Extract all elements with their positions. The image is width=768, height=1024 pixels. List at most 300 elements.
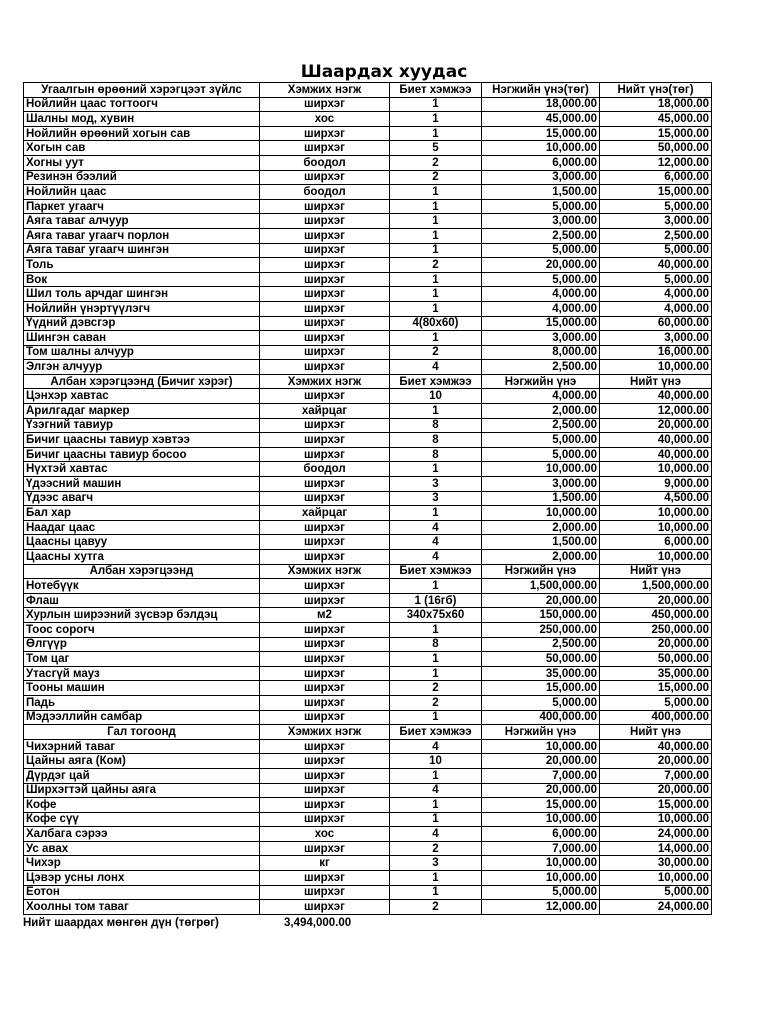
quantity-cell: 1 bbox=[390, 871, 482, 886]
table-row bbox=[24, 856, 712, 871]
header-unit-price: Нэгжийн үнэ(төг) bbox=[482, 83, 600, 98]
unit-price-cell: 10,000.00 bbox=[482, 856, 600, 871]
table-row bbox=[24, 112, 712, 127]
header-total-price: Нийт үнэ(төг) bbox=[600, 83, 712, 98]
table-row bbox=[24, 258, 712, 273]
total-price-cell: 20,000.00 bbox=[600, 783, 712, 798]
total-price-cell: 3,000.00 bbox=[600, 214, 712, 229]
item-name-cell: Үдээс авагч bbox=[24, 491, 260, 506]
unit-cell: ширхэг bbox=[260, 126, 390, 141]
quantity-cell: 8 bbox=[390, 637, 482, 652]
quantity-cell: 1 bbox=[390, 652, 482, 667]
unit-price-cell: 1,500.00 bbox=[482, 491, 600, 506]
table-row bbox=[24, 287, 712, 302]
total-price-cell: 6,000.00 bbox=[600, 535, 712, 550]
unit-cell: ширхэг bbox=[260, 228, 390, 243]
unit-price-cell: 10,000.00 bbox=[482, 462, 600, 477]
table-row bbox=[24, 331, 712, 346]
total-price-cell: 15,000.00 bbox=[600, 126, 712, 141]
quantity-cell: 4 bbox=[390, 739, 482, 754]
total-price-cell: 20,000.00 bbox=[600, 754, 712, 769]
table-row bbox=[24, 827, 712, 842]
quantity-cell: 1 bbox=[390, 112, 482, 127]
quantity-cell: 2 bbox=[390, 681, 482, 696]
quantity-cell: 4 bbox=[390, 783, 482, 798]
unit-price-cell: 1,500,000.00 bbox=[482, 579, 600, 594]
table-row bbox=[24, 550, 712, 565]
total-price-cell: 10,000.00 bbox=[600, 550, 712, 565]
table-row bbox=[24, 228, 712, 243]
unit-price-cell: 2,500.00 bbox=[482, 228, 600, 243]
quantity-cell: 1 bbox=[390, 243, 482, 258]
unit-cell: ширхэг bbox=[260, 739, 390, 754]
table-row bbox=[24, 900, 712, 915]
unit-price-cell: 5,000.00 bbox=[482, 199, 600, 214]
quantity-cell: 2 bbox=[390, 695, 482, 710]
header-unit: Хэмжих нэгж bbox=[260, 564, 390, 579]
quantity-cell: 10 bbox=[390, 389, 482, 404]
header-item-name: Албан хэрэгцээнд (Бичиг хэрэг) bbox=[24, 374, 260, 389]
total-price-cell: 40,000.00 bbox=[600, 433, 712, 448]
unit-cell: ширхэг bbox=[260, 520, 390, 535]
unit-cell: ширхэг bbox=[260, 535, 390, 550]
unit-price-cell: 4,000.00 bbox=[482, 287, 600, 302]
unit-price-cell: 2,500.00 bbox=[482, 360, 600, 375]
quantity-cell: 10 bbox=[390, 754, 482, 769]
item-name-cell: Цаасны цавуу bbox=[24, 535, 260, 550]
table-row bbox=[24, 316, 712, 331]
quantity-cell: 1 bbox=[390, 885, 482, 900]
unit-cell: ширхэг bbox=[260, 550, 390, 565]
header-total-price: Нийт үнэ bbox=[600, 725, 712, 740]
quantity-cell: 1 bbox=[390, 126, 482, 141]
unit-price-cell: 10,000.00 bbox=[482, 506, 600, 521]
item-name-cell: Толь bbox=[24, 258, 260, 273]
table-row bbox=[24, 637, 712, 652]
total-price-cell: 10,000.00 bbox=[600, 462, 712, 477]
item-name-cell: Наадаг цаас bbox=[24, 520, 260, 535]
table-row bbox=[24, 710, 712, 725]
unit-price-cell: 400,000.00 bbox=[482, 710, 600, 725]
unit-cell: хайрцаг bbox=[260, 404, 390, 419]
total-price-cell: 15,000.00 bbox=[600, 681, 712, 696]
total-price-cell: 45,000.00 bbox=[600, 112, 712, 127]
item-name-cell: Тооны машин bbox=[24, 681, 260, 696]
item-name-cell: Үзэгний тавиур bbox=[24, 418, 260, 433]
unit-cell: ширхэг bbox=[260, 301, 390, 316]
total-price-cell: 16,000.00 bbox=[600, 345, 712, 360]
quantity-cell: 1 bbox=[390, 710, 482, 725]
item-name-cell: Бал хар bbox=[24, 506, 260, 521]
total-price-cell: 5,000.00 bbox=[600, 199, 712, 214]
total-price-cell: 40,000.00 bbox=[600, 258, 712, 273]
unit-price-cell: 5,000.00 bbox=[482, 695, 600, 710]
header-unit: Хэмжих нэгж bbox=[260, 83, 390, 98]
grand-total-label: Нийт шаардах мөнгөн дүн (төгрөг) bbox=[23, 917, 219, 929]
unit-cell: ширхэг bbox=[260, 389, 390, 404]
requisition-table bbox=[23, 82, 712, 915]
unit-cell: м2 bbox=[260, 608, 390, 623]
header-total-price: Нийт үнэ bbox=[600, 374, 712, 389]
item-name-cell: Аяга таваг угаагч порлон bbox=[24, 228, 260, 243]
table-row bbox=[24, 798, 712, 813]
quantity-cell: 2 bbox=[390, 258, 482, 273]
quantity-cell: 3 bbox=[390, 856, 482, 871]
unit-cell: ширхэг bbox=[260, 885, 390, 900]
item-name-cell: Падь bbox=[24, 695, 260, 710]
unit-cell: ширхэг bbox=[260, 695, 390, 710]
table-row bbox=[24, 404, 712, 419]
quantity-cell: 1 bbox=[390, 331, 482, 346]
quantity-cell: 2 bbox=[390, 345, 482, 360]
unit-price-cell: 50,000.00 bbox=[482, 652, 600, 667]
header-unit-price: Нэгжийн үнэ bbox=[482, 725, 600, 740]
item-name-cell: Тоос сорогч bbox=[24, 622, 260, 637]
unit-price-cell: 5,000.00 bbox=[482, 885, 600, 900]
item-name-cell: Арилгадаг маркер bbox=[24, 404, 260, 419]
unit-price-cell: 45,000.00 bbox=[482, 112, 600, 127]
unit-price-cell: 3,000.00 bbox=[482, 477, 600, 492]
unit-price-cell: 4,000.00 bbox=[482, 389, 600, 404]
total-price-cell: 6,000.00 bbox=[600, 170, 712, 185]
total-price-cell: 40,000.00 bbox=[600, 389, 712, 404]
table-row bbox=[24, 418, 712, 433]
item-name-cell: Нойлийн өрөөний хогын сав bbox=[24, 126, 260, 141]
item-name-cell: Өлгүүр bbox=[24, 637, 260, 652]
unit-cell: ширхэг bbox=[260, 418, 390, 433]
item-name-cell: Кофе сүү bbox=[24, 812, 260, 827]
unit-price-cell: 5,000.00 bbox=[482, 243, 600, 258]
unit-cell: ширхэг bbox=[260, 900, 390, 915]
unit-cell: ширхэг bbox=[260, 812, 390, 827]
unit-price-cell: 5,000.00 bbox=[482, 433, 600, 448]
table-row bbox=[24, 141, 712, 156]
unit-cell: ширхэг bbox=[260, 491, 390, 506]
item-name-cell: Аяга таваг угаагч шингэн bbox=[24, 243, 260, 258]
unit-price-cell: 20,000.00 bbox=[482, 783, 600, 798]
unit-price-cell: 5,000.00 bbox=[482, 447, 600, 462]
unit-price-cell: 20,000.00 bbox=[482, 754, 600, 769]
unit-cell: ширхэг bbox=[260, 579, 390, 594]
table-row bbox=[24, 126, 712, 141]
quantity-cell: 1 bbox=[390, 622, 482, 637]
table-row bbox=[24, 579, 712, 594]
table-row bbox=[24, 491, 712, 506]
header-unit: Хэмжих нэгж bbox=[260, 725, 390, 740]
quantity-cell: 1 bbox=[390, 287, 482, 302]
item-name-cell: Чихэрний таваг bbox=[24, 739, 260, 754]
unit-cell: ширхэг bbox=[260, 754, 390, 769]
table-row bbox=[24, 433, 712, 448]
item-name-cell: Үүдний дэвсгэр bbox=[24, 316, 260, 331]
total-price-cell: 5,000.00 bbox=[600, 272, 712, 287]
item-name-cell: Нойлийн үнэртүүлэгч bbox=[24, 301, 260, 316]
item-name-cell: Паркет угаагч bbox=[24, 199, 260, 214]
unit-cell: ширхэг bbox=[260, 841, 390, 856]
quantity-cell: 340x75x60 bbox=[390, 608, 482, 623]
quantity-cell: 3 bbox=[390, 491, 482, 506]
total-price-cell: 20,000.00 bbox=[600, 637, 712, 652]
header-quantity: Биет хэмжээ bbox=[390, 83, 482, 98]
item-name-cell: Аяга таваг алчуур bbox=[24, 214, 260, 229]
total-price-cell: 15,000.00 bbox=[600, 185, 712, 200]
item-name-cell: Хурлын ширээний зүсвэр бэлдэц bbox=[24, 608, 260, 623]
total-price-cell: 40,000.00 bbox=[600, 739, 712, 754]
table-row bbox=[24, 768, 712, 783]
total-price-cell: 4,500.00 bbox=[600, 491, 712, 506]
item-name-cell: Хогны уут bbox=[24, 155, 260, 170]
table-row bbox=[24, 199, 712, 214]
table-row bbox=[24, 841, 712, 856]
unit-cell: ширхэг bbox=[260, 331, 390, 346]
quantity-cell: 4 bbox=[390, 520, 482, 535]
table-row bbox=[24, 608, 712, 623]
table-row bbox=[24, 155, 712, 170]
unit-cell: ширхэг bbox=[260, 622, 390, 637]
total-price-cell: 35,000.00 bbox=[600, 666, 712, 681]
quantity-cell: 2 bbox=[390, 155, 482, 170]
unit-price-cell: 15,000.00 bbox=[482, 126, 600, 141]
total-price-cell: 12,000.00 bbox=[600, 404, 712, 419]
quantity-cell: 1 bbox=[390, 272, 482, 287]
quantity-cell: 1 bbox=[390, 228, 482, 243]
unit-price-cell: 15,000.00 bbox=[482, 681, 600, 696]
item-name-cell: Цаасны хутга bbox=[24, 550, 260, 565]
quantity-cell: 1 bbox=[390, 506, 482, 521]
total-price-cell: 9,000.00 bbox=[600, 477, 712, 492]
table-row bbox=[24, 622, 712, 637]
table-row bbox=[24, 447, 712, 462]
total-price-cell: 50,000.00 bbox=[600, 141, 712, 156]
unit-price-cell: 3,000.00 bbox=[482, 214, 600, 229]
total-price-cell: 10,000.00 bbox=[600, 812, 712, 827]
total-price-cell: 7,000.00 bbox=[600, 768, 712, 783]
item-name-cell: Утасгүй мауз bbox=[24, 666, 260, 681]
unit-cell: ширхэг bbox=[260, 666, 390, 681]
item-name-cell: Том цаг bbox=[24, 652, 260, 667]
table-row bbox=[24, 695, 712, 710]
unit-price-cell: 35,000.00 bbox=[482, 666, 600, 681]
quantity-cell: 1 bbox=[390, 812, 482, 827]
table-row bbox=[24, 666, 712, 681]
total-price-cell: 12,000.00 bbox=[600, 155, 712, 170]
unit-cell: ширхэг bbox=[260, 287, 390, 302]
unit-cell: ширхэг bbox=[260, 214, 390, 229]
unit-cell: ширхэг bbox=[260, 652, 390, 667]
page-title: Шаардах хуудас bbox=[300, 62, 468, 82]
unit-price-cell: 8,000.00 bbox=[482, 345, 600, 360]
unit-cell: ширхэг bbox=[260, 871, 390, 886]
table-row bbox=[24, 462, 712, 477]
table-row bbox=[24, 272, 712, 287]
header-total-price: Нийт үнэ bbox=[600, 564, 712, 579]
unit-price-cell: 6,000.00 bbox=[482, 827, 600, 842]
unit-price-cell: 2,000.00 bbox=[482, 520, 600, 535]
table-row bbox=[24, 97, 712, 112]
item-name-cell: Элгэн алчуур bbox=[24, 360, 260, 375]
unit-cell: ширхэг bbox=[260, 681, 390, 696]
unit-price-cell: 2,500.00 bbox=[482, 637, 600, 652]
quantity-cell: 4 bbox=[390, 550, 482, 565]
table-row bbox=[24, 389, 712, 404]
item-name-cell: Хоолны том таваг bbox=[24, 900, 260, 915]
table-row bbox=[24, 506, 712, 521]
unit-cell: ширхэг bbox=[260, 258, 390, 273]
unit-price-cell: 4,000.00 bbox=[482, 301, 600, 316]
quantity-cell: 2 bbox=[390, 841, 482, 856]
total-price-cell: 1,500,000.00 bbox=[600, 579, 712, 594]
quantity-cell: 4 bbox=[390, 827, 482, 842]
total-price-cell: 20,000.00 bbox=[600, 593, 712, 608]
table-row bbox=[24, 170, 712, 185]
section-header-row bbox=[24, 374, 712, 389]
total-price-cell: 2,500.00 bbox=[600, 228, 712, 243]
unit-price-cell: 150,000.00 bbox=[482, 608, 600, 623]
quantity-cell: 4 bbox=[390, 360, 482, 375]
item-name-cell: Кофе bbox=[24, 798, 260, 813]
table-row bbox=[24, 593, 712, 608]
table-row bbox=[24, 301, 712, 316]
quantity-cell: 1 (16гб) bbox=[390, 593, 482, 608]
total-price-cell: 40,000.00 bbox=[600, 447, 712, 462]
unit-cell: хос bbox=[260, 827, 390, 842]
item-name-cell: Чихэр bbox=[24, 856, 260, 871]
item-name-cell: Ус авах bbox=[24, 841, 260, 856]
quantity-cell: 8 bbox=[390, 447, 482, 462]
unit-price-cell: 2,000.00 bbox=[482, 404, 600, 419]
quantity-cell: 8 bbox=[390, 433, 482, 448]
item-name-cell: Резинэн бээлий bbox=[24, 170, 260, 185]
quantity-cell: 1 bbox=[390, 97, 482, 112]
unit-cell: ширхэг bbox=[260, 447, 390, 462]
section-header-row bbox=[24, 564, 712, 579]
item-name-cell: Цэвэр усны лонх bbox=[24, 871, 260, 886]
unit-cell: ширхэг bbox=[260, 637, 390, 652]
table-row bbox=[24, 477, 712, 492]
item-name-cell: Цайны аяга (Ком) bbox=[24, 754, 260, 769]
unit-cell: кг bbox=[260, 856, 390, 871]
header-quantity: Биет хэмжээ bbox=[390, 725, 482, 740]
unit-cell: ширхэг bbox=[260, 170, 390, 185]
quantity-cell: 1 bbox=[390, 798, 482, 813]
total-price-cell: 400,000.00 bbox=[600, 710, 712, 725]
unit-cell: ширхэг bbox=[260, 316, 390, 331]
quantity-cell: 1 bbox=[390, 199, 482, 214]
unit-cell: хайрцаг bbox=[260, 506, 390, 521]
item-name-cell: Нойлийн цаас тогтоогч bbox=[24, 97, 260, 112]
item-name-cell: Том шалны алчуур bbox=[24, 345, 260, 360]
table-row bbox=[24, 535, 712, 550]
quantity-cell: 1 bbox=[390, 404, 482, 419]
total-price-cell: 10,000.00 bbox=[600, 360, 712, 375]
total-price-cell: 18,000.00 bbox=[600, 97, 712, 112]
header-quantity: Биет хэмжээ bbox=[390, 374, 482, 389]
total-price-cell: 3,000.00 bbox=[600, 331, 712, 346]
unit-price-cell: 12,000.00 bbox=[482, 900, 600, 915]
quantity-cell: 1 bbox=[390, 579, 482, 594]
quantity-cell: 1 bbox=[390, 214, 482, 229]
unit-cell: ширхэг bbox=[260, 477, 390, 492]
header-unit-price: Нэгжийн үнэ bbox=[482, 564, 600, 579]
unit-price-cell: 6,000.00 bbox=[482, 155, 600, 170]
unit-price-cell: 20,000.00 bbox=[482, 593, 600, 608]
table-row bbox=[24, 885, 712, 900]
unit-price-cell: 2,500.00 bbox=[482, 418, 600, 433]
total-price-cell: 14,000.00 bbox=[600, 841, 712, 856]
table-row bbox=[24, 345, 712, 360]
quantity-cell: 4 bbox=[390, 535, 482, 550]
item-name-cell: Бичиг цаасны тавиур хэвтээ bbox=[24, 433, 260, 448]
total-price-cell: 5,000.00 bbox=[600, 885, 712, 900]
table-row bbox=[24, 871, 712, 886]
total-price-cell: 10,000.00 bbox=[600, 506, 712, 521]
item-name-cell: Нүхтэй хавтас bbox=[24, 462, 260, 477]
table-row bbox=[24, 652, 712, 667]
item-name-cell: Флаш bbox=[24, 593, 260, 608]
item-name-cell: Үдээсний машин bbox=[24, 477, 260, 492]
item-name-cell: Мэдээллийн самбар bbox=[24, 710, 260, 725]
table-row bbox=[24, 185, 712, 200]
unit-cell: ширхэг bbox=[260, 768, 390, 783]
total-price-cell: 4,000.00 bbox=[600, 301, 712, 316]
item-name-cell: Халбага сэрээ bbox=[24, 827, 260, 842]
item-name-cell: Дүрдэг цай bbox=[24, 768, 260, 783]
unit-cell: ширхэг bbox=[260, 593, 390, 608]
unit-cell: ширхэг bbox=[260, 360, 390, 375]
unit-cell: ширхэг bbox=[260, 199, 390, 214]
header-unit-price: Нэгжийн үнэ bbox=[482, 374, 600, 389]
item-name-cell: Вок bbox=[24, 272, 260, 287]
unit-cell: боодол bbox=[260, 185, 390, 200]
item-name-cell: Нотебүүк bbox=[24, 579, 260, 594]
unit-price-cell: 18,000.00 bbox=[482, 97, 600, 112]
item-name-cell: Бичиг цаасны тавиур босоо bbox=[24, 447, 260, 462]
unit-cell: ширхэг bbox=[260, 345, 390, 360]
total-price-cell: 30,000.00 bbox=[600, 856, 712, 871]
item-name-cell: Хогын сав bbox=[24, 141, 260, 156]
item-name-cell: Цэнхэр хавтас bbox=[24, 389, 260, 404]
unit-price-cell: 10,000.00 bbox=[482, 812, 600, 827]
unit-price-cell: 10,000.00 bbox=[482, 871, 600, 886]
unit-price-cell: 20,000.00 bbox=[482, 258, 600, 273]
unit-price-cell: 3,000.00 bbox=[482, 331, 600, 346]
unit-cell: ширхэг bbox=[260, 97, 390, 112]
table-row bbox=[24, 681, 712, 696]
unit-price-cell: 7,000.00 bbox=[482, 768, 600, 783]
table-row bbox=[24, 243, 712, 258]
quantity-cell: 8 bbox=[390, 418, 482, 433]
unit-price-cell: 1,500.00 bbox=[482, 535, 600, 550]
total-price-cell: 50,000.00 bbox=[600, 652, 712, 667]
unit-price-cell: 3,000.00 bbox=[482, 170, 600, 185]
quantity-cell: 1 bbox=[390, 768, 482, 783]
unit-price-cell: 5,000.00 bbox=[482, 272, 600, 287]
total-price-cell: 60,000.00 bbox=[600, 316, 712, 331]
quantity-cell: 1 bbox=[390, 301, 482, 316]
header-item-name: Албан хэрэгцээнд bbox=[24, 564, 260, 579]
unit-cell: ширхэг bbox=[260, 433, 390, 448]
unit-price-cell: 10,000.00 bbox=[482, 141, 600, 156]
item-name-cell: Шалны мод, хувин bbox=[24, 112, 260, 127]
quantity-cell: 2 bbox=[390, 170, 482, 185]
item-name-cell: Шингэн саван bbox=[24, 331, 260, 346]
unit-price-cell: 15,000.00 bbox=[482, 798, 600, 813]
header-item-name: Гал тогоонд bbox=[24, 725, 260, 740]
grand-total-value: 3,494,000.00 bbox=[284, 917, 352, 929]
unit-cell: боодол bbox=[260, 155, 390, 170]
total-price-cell: 5,000.00 bbox=[600, 243, 712, 258]
header-quantity: Биет хэмжээ bbox=[390, 564, 482, 579]
